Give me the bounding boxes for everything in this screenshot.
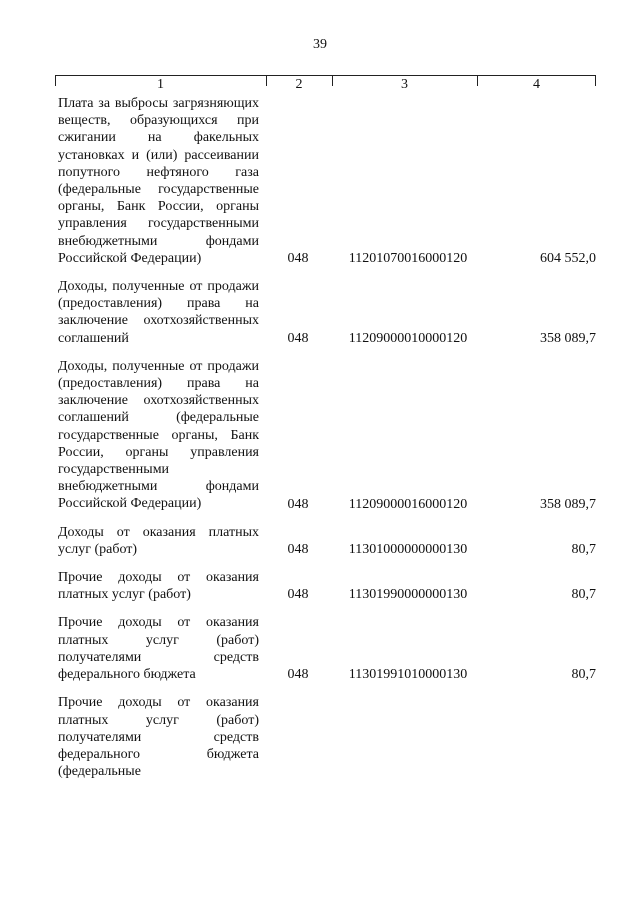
row-name: Прочие доходы от оказания платных услуг (работ) получателями средств федерального бюджета [58, 615, 259, 683]
row-name: Плата за выбросы загрязняющих веществ, образующихся при сжигании на факельных установках и (или) рассеивании попутного нефтяного газа (федеральные государственные органы, Банк России, органы управления государственными внебюджетными фондами Российской Федерации) [58, 96, 259, 266]
table-body [58, 95, 596, 791]
row-code: 048 [287, 587, 309, 603]
page-number: 39 [313, 37, 327, 52]
column-header-2: 2 [266, 76, 332, 94]
row-amount: 80,7 [571, 667, 596, 683]
row-name: Доходы, полученные от продажи (предоставления) права на заключение охотхозяйственных соглашений [58, 279, 259, 346]
row-kbk: 11209000010000120 [348, 330, 468, 346]
table-row [58, 95, 596, 267]
row-name: Прочие доходы от оказания платных услуг (работ) получателями средств федерального бюджета (федеральные [58, 695, 259, 780]
row-code: 048 [287, 496, 309, 512]
table-row [58, 614, 596, 683]
table-row [58, 524, 596, 558]
row-code: 048 [287, 330, 309, 346]
table-row [58, 278, 596, 347]
row-name: Прочие доходы от оказания платных услуг (работ) [58, 570, 259, 603]
row-amount: 358 089,7 [540, 330, 596, 346]
row-amount: 80,7 [571, 542, 596, 558]
row-amount: 80,7 [571, 587, 596, 603]
table-row [58, 358, 596, 513]
column-header-4: 4 [477, 76, 596, 94]
row-code: 048 [287, 251, 309, 267]
row-kbk: 11301991010000130 [348, 667, 468, 683]
row-kbk: 11209000016000120 [348, 496, 468, 512]
row-name: Доходы от оказания платных услуг (работ) [58, 524, 259, 557]
column-header-1: 1 [55, 76, 266, 94]
table-row [58, 569, 596, 603]
column-header-3: 3 [332, 76, 477, 94]
row-code: 048 [287, 667, 309, 683]
row-code: 048 [287, 542, 309, 558]
row-name: Доходы, полученные от продажи (предоставления) права на заключение охотхозяйственных соглашений (федеральные государственные органы, Банк России, органы управления государственными внебюджетными фондами Российской Федерации) [58, 358, 259, 512]
row-kbk: 11201070016000120 [348, 251, 468, 267]
table-header-row [55, 75, 596, 94]
row-kbk: 11301000000000130 [348, 542, 468, 558]
table-row [58, 694, 596, 780]
row-kbk: 11301990000000130 [348, 587, 468, 603]
row-amount: 358 089,7 [540, 496, 596, 512]
row-amount: 604 552,0 [540, 251, 596, 267]
